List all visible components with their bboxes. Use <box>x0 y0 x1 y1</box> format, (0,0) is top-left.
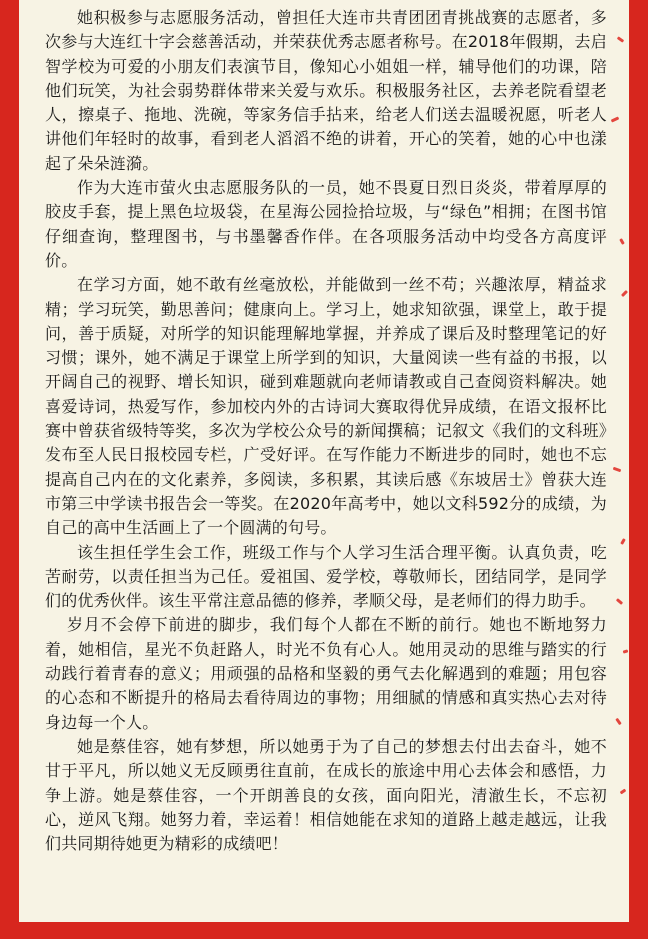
paragraph-volunteer: 她积极参与志愿服务活动，曾担任大连市共青团团青挑战赛的志愿者，多次参与大连红十字会慈善活动，并荣获优秀志愿者称号。在2018年假期，去启智学校为可爱的小朋友们表演节目，像知心小姐姐一样，辅导他们的功课，陪他们玩笑，为社会弱势群体带来关爱与欢乐。积极服务社区，去养老院看望老人，擦桌子、拖地、洗碗，等家务信手拈来，给老人们送去温暖祝愿，听老人讲他们年轻时的故事，看到老人滔滔不绝的讲着，开心的笑着，她的心中也漾起了朵朵涟漪。 <box>45 8 607 173</box>
paragraph-progress: 岁月不会停下前进的脚步，我们每个人都在不断的前行。她也不断地努力着，她相信，星光不负赶路人，时光不负有心人。她用灵动的思维与踏实的行动践行着青春的意义；用顽强的品格和坚毅的勇气去化解遇到的难题；用包容的心态和不断提升的格局去看待周边的事物；用细腻的情感和真实热心去对待身边每一个人。 <box>45 615 607 732</box>
confetti-decoration <box>616 598 623 605</box>
confetti-decoration <box>620 538 626 545</box>
confetti-decoration <box>621 290 628 297</box>
confetti-decoration <box>623 649 629 653</box>
paragraph-firefly-team: 作为大连市萤火虫志愿服务队的一员，她不畏夏日烈日炎炎，带着厚厚的胶皮手套，提上黑色垃圾袋，在星海公园捡拾垃圾，与“绿色”相拥；在图书馆仔细查询，整理图书，与书墨馨香作伴。在各项服务活动中均受各方高度评价。 <box>45 178 607 270</box>
paragraph-study: 在学习方面，她不敢有丝毫放松，并能做到一丝不苟；兴趣浓厚，精益求精；学习玩笑，勤思善问；健康向上。学习上，她求知欲强，课堂上，敢于提问，善于质疑，对所学的知识能理解地掌握，并养成了课后及时整理笔记的好习惯；课外，她不满足于课堂上所学到的知识，大量阅读一些有益的书报，以开阔自己的视野、增长知识，碰到难题就向老师请教或自己查阅资料解决。她喜爱诗词，热爱写作，参加校内外的古诗词大赛取得优异成绩，在语文报杯比赛中曾获省级特等奖，多次为学校公众号的新闻撰稿；记叙文《我们的文科班》发布至人民日报校园专栏，广受好评。在写作能力不断进步的同时，她也不忘提高自己内在的文化素养，多阅读，多积累，其读后感《东坡居士》曾获大连市第三中学读书报告会一等奖。在2020年高考中，她以文科592分的成绩，为自己的高中生活画上了一个圆满的句号。 <box>45 275 607 538</box>
confetti-decoration <box>615 718 621 725</box>
bottom-border <box>0 922 648 939</box>
article-body <box>45 6 607 856</box>
confetti-decoration <box>617 36 624 42</box>
confetti-decoration <box>619 238 625 245</box>
confetti-decoration <box>620 789 627 795</box>
paragraph-student-union: 该生担任学生会工作，班级工作与个人学习生活合理平衡。认真负责，吃苦耐劳，以责任担当为己任。爱祖国、爱学校，尊敬师长，团结同学，是同学们的优秀伙伴。该生平常注意品德的修养，孝顺父母，是老师们的得力助手。 <box>45 542 607 611</box>
confetti-decoration <box>613 467 622 473</box>
paragraph-conclusion: 她是蔡佳容，她有梦想，所以她勇于为了自己的梦想去付出去奋斗，她不甘于平凡，所以她义无反顾勇往直前，在成长的旅途中用心去体会和感悟，力争上游。她是蔡佳容，一个开朗善良的女孩，面向阳光，清澈生长，不忘初心，逆风飞翔。她努力着，幸运着！相信她能在求知的道路上越走越远，让我们共同期待她更为精彩的成绩吧！ <box>45 736 607 854</box>
confetti-decoration <box>611 116 620 122</box>
